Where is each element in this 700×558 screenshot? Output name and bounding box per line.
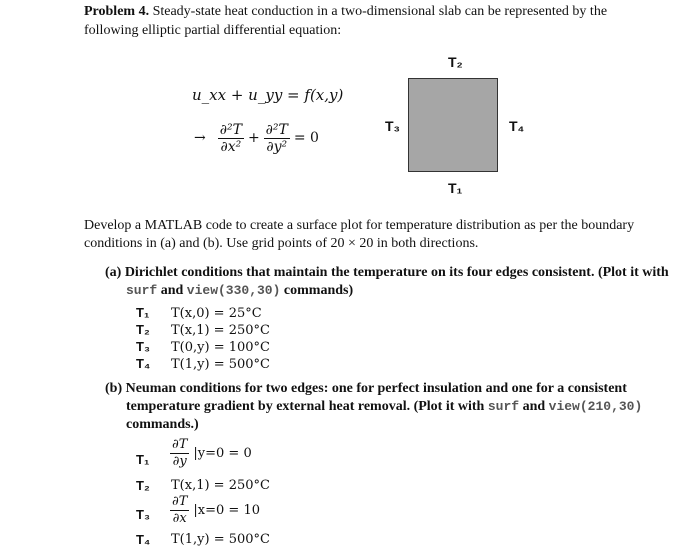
diagram-label-right: T₄ (509, 118, 525, 134)
part-b-text-3: commands.) (126, 417, 199, 432)
part-a-commands (126, 281, 353, 300)
part-b-c3-tail: |x=0 = 10 (193, 503, 260, 519)
part-b-c2-label: T₂ (136, 478, 150, 493)
problem-text-1: Steady-state heat conduction in a two-dimensional slab can be represented by the (152, 4, 608, 19)
slab-square (408, 78, 498, 172)
part-b-cmd-view: view(210,30) (548, 399, 643, 414)
part-b-cmd-surf: surf (487, 399, 520, 414)
part-b-c1-den: ∂y (172, 454, 187, 469)
pde-equation: u_xx + u_yy = f(x,y) (192, 86, 344, 104)
condition-label: T₄ (136, 356, 151, 371)
part-b-c3-den: ∂x (172, 511, 187, 526)
condition-text: T(x,1) = 250°C (171, 323, 270, 338)
equals-zero: = 0 (293, 130, 319, 147)
part-a-conditions (136, 304, 336, 372)
fraction-xx (218, 122, 244, 155)
condition-label: T₁ (136, 305, 150, 320)
part-b-c1-num: ∂T (172, 437, 188, 452)
condition-label: T₃ (136, 339, 150, 354)
part-b-c3-label: T₃ (136, 507, 150, 522)
fraction-yy-numerator: ∂²T (265, 122, 288, 138)
part-a-heading: (a) Dirichlet conditions that maintain the temperature on its four edges consistent. (Plot it with (105, 265, 669, 280)
fraction-xx-denominator: ∂x² (220, 139, 242, 155)
part-b-c3 (170, 494, 260, 527)
part-b-c3-num: ∂T (172, 494, 188, 509)
fraction-xx-numerator: ∂²T (219, 122, 242, 138)
part-b-line-2 (126, 397, 642, 416)
part-a-cmd-surf: surf (126, 283, 158, 298)
part-b-and: and (519, 399, 549, 414)
condition-label: T₂ (136, 322, 150, 337)
part-b-c4-label: T₄ (136, 532, 151, 547)
part-b-c3-fraction (170, 494, 189, 527)
part-a-and: and (157, 283, 187, 298)
part-b-c2-text: T(x,1) = 250°C (171, 478, 270, 493)
part-b-c1-fraction (170, 437, 189, 470)
diagram-label-left: T₃ (385, 118, 401, 134)
part-b-c4-text: T(1,y) = 500°C (171, 532, 270, 547)
part-a-cmd-view: view(330,30) (186, 283, 281, 298)
task-text-1: Develop a MATLAB code to create a surface plot for temperature distribution as per the boundary (84, 218, 635, 233)
problem-text-2: following elliptic partial differential equation: (84, 23, 342, 38)
laplace-equation (194, 122, 319, 155)
part-b-c1-tail: |y=0 = 0 (193, 446, 252, 462)
task-text-2: conditions in (a) and (b). Use grid points of 20 × 20 in both directions. (84, 236, 479, 251)
part-a-condition (136, 304, 336, 321)
part-a-condition (136, 338, 336, 355)
implies-arrow: → (194, 130, 206, 147)
fraction-yy (264, 122, 290, 155)
part-a-tail: commands) (280, 283, 354, 298)
condition-text: T(1,y) = 500°C (171, 357, 270, 372)
condition-text: T(x,0) = 25°C (171, 306, 262, 321)
part-b-heading: (b) Neuman conditions for two edges: one for perfect insulation and one for a consistent (105, 381, 627, 396)
part-b-c1 (170, 437, 252, 470)
part-b-text-2: temperature gradient by external heat removal. (Plot it with (126, 399, 488, 414)
part-a-condition (136, 355, 336, 372)
part-a-condition (136, 321, 336, 338)
diagram-label-bottom: T₁ (448, 180, 463, 196)
condition-text: T(0,y) = 100°C (171, 340, 270, 355)
problem-label: Problem 4. (84, 4, 150, 19)
fraction-yy-denominator: ∂y² (266, 139, 288, 155)
plus-sign: + (247, 130, 260, 147)
diagram-label-top: T₂ (448, 54, 463, 70)
problem-line-1 (84, 2, 607, 21)
part-b-c1-label: T₁ (136, 452, 150, 467)
